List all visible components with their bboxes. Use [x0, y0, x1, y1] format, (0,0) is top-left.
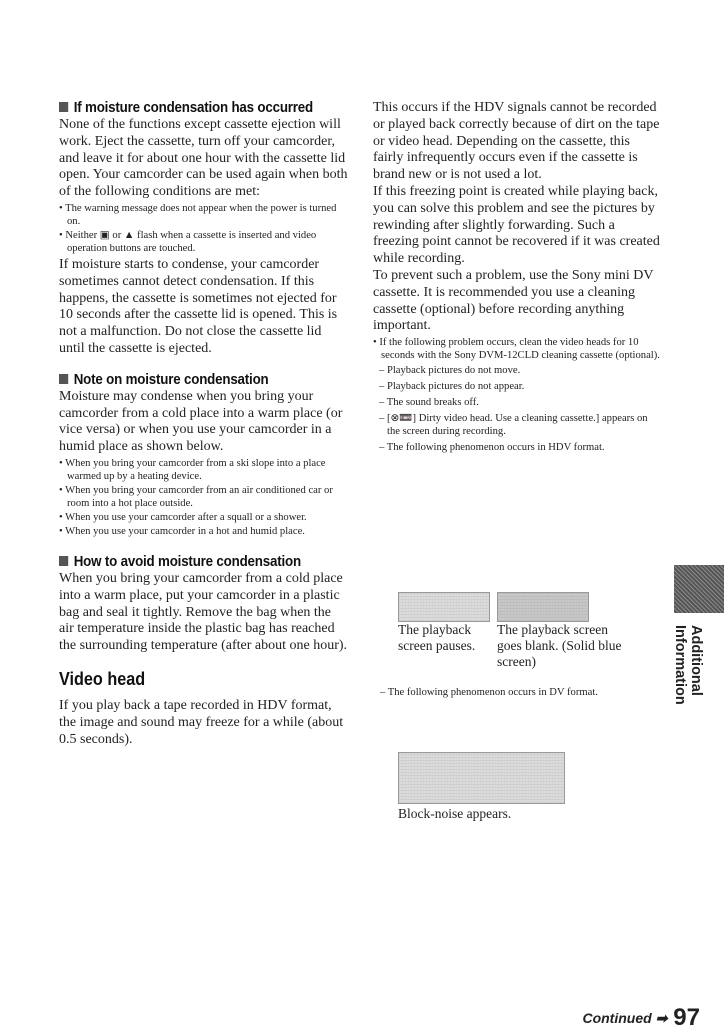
section-heading: How to avoid moisture condensation — [59, 554, 326, 570]
list-item: – [⊗📼] Dirty video head. Use a cleaning cassette.] appears on the screen during recording. — [379, 413, 648, 438]
list-item-dv: – The following phenomenon occurs in DV format. — [380, 687, 598, 698]
list-item: • If the following problem occurs, clean the video heads for 10 seconds with the Sony DVM-12CLD cleaning cassette (optional). — [373, 337, 660, 362]
caption-pause: The playback screen pauses. — [398, 622, 476, 653]
list-item: – The following phenomenon occurs in HDV format. — [379, 442, 605, 454]
list-item: – Playback pictures do not move. — [379, 365, 521, 377]
list-item: • When you use your camcorder in a hot and humid place. — [59, 525, 305, 537]
list-item: – Playback pictures do not appear. — [379, 381, 525, 393]
list-item: • When you use your camcorder after a squall or a shower. — [59, 511, 307, 523]
paragraph: None of the functions except cassette ejection will work. Eject the cassette, turn off your camcorder, and leave it for about one hour with the cassette lid open. Your camcorder can be used again when both of the following conditions are met: — [59, 117, 348, 200]
section-heading: Note on moisture condensation — [59, 372, 326, 388]
page-footer — [582, 1004, 700, 1032]
list-item: • Neither ▣ or ▲ flash when a cassette is inserted and video operation buttons are touched. — [59, 229, 317, 254]
continued-label: Continued ➡ — [582, 1010, 668, 1026]
caption-blank: The playback screen goes blank. (Solid blue screen) — [497, 622, 622, 669]
left-column — [59, 100, 349, 748]
caption-block-noise: Block-noise appears. — [398, 806, 512, 821]
paragraph: When you bring your camcorder from a cold place into a warm place, put your camcorder in a plastic bag and seal it tightly. Remove the bag when the air temperature inside the plastic bag has reached the surrounding temperature (after about one hour). — [59, 570, 348, 654]
paragraph: If you play back a tape recorded in HDV format, the image and sound may freeze for a while (about 0.5 seconds). — [59, 697, 344, 747]
paragraph: If moisture starts to condense, your camcorder sometimes cannot detect condensation. If this happens, the cassette is sometimes not ejected for 10 seconds after the cassette lid is opened. This is not a malfunction. Do not close the cassette lid until the cassette is ejected. — [59, 256, 338, 356]
bullet-list — [59, 457, 349, 538]
section-heading: If moisture condensation has occurred — [59, 100, 326, 116]
square-bullet-icon — [59, 102, 68, 112]
side-tab-label: Additional Information — [672, 625, 704, 705]
page-number: 97 — [673, 1004, 700, 1031]
paragraph: To prevent such a problem, use the Sony mini DV cassette. It is recommended you use a cleaning cassette (optional) before recording anything important. — [373, 267, 654, 334]
right-column — [373, 100, 663, 457]
blank-screen-image — [497, 592, 589, 622]
paragraph: This occurs if the HDV signals cannot be recorded or played back correctly because of dirt on the tape or video head. Depending on the cassette, this fairly infrequently occurs even if the cassette is brand new or is not used a lot. — [373, 100, 660, 183]
bullet-list — [59, 202, 349, 255]
bullet-list — [373, 336, 663, 362]
square-bullet-icon — [59, 374, 68, 384]
list-item: • The warning message does not appear when the power is turned on. — [59, 202, 337, 227]
dash-list — [373, 364, 663, 454]
video-head-title: Video head — [59, 668, 146, 689]
square-bullet-icon — [59, 556, 68, 566]
tab-pattern — [674, 565, 724, 613]
paused-screen-image — [398, 592, 490, 622]
list-item: – The sound breaks off. — [379, 397, 479, 409]
paragraph: If this freezing point is created while playing back, you can solve this problem and see the pictures by rewinding after slightly forwarding. Such a freezing point cannot be recovered if it was created while recording. — [373, 183, 660, 267]
block-noise-image — [398, 752, 565, 804]
side-tab — [674, 565, 724, 750]
paragraph: Moisture may condense when you bring your camcorder from a cold place into a warm place (or vice versa) or when you use your camcorder in a humid place as shown below. — [59, 388, 343, 455]
list-item: • When you bring your camcorder from an air conditioned car or room into a hot place outside. — [59, 484, 333, 509]
list-item: • When you bring your camcorder from a ski slope into a place warmed up by a heating device. — [59, 457, 326, 482]
